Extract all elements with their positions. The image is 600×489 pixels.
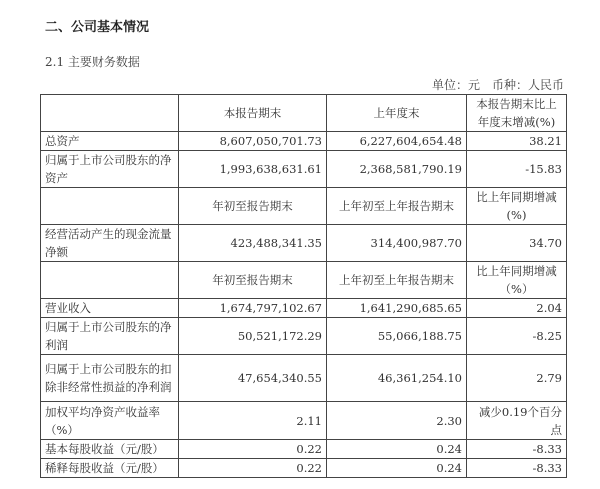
- row-label: 基本每股收益（元/股）: [41, 440, 179, 459]
- subsection-title: 2.1 主要财务数据: [45, 55, 140, 69]
- cell-value: 50,521,172.29: [179, 318, 327, 355]
- table-row: [41, 151, 567, 188]
- table-row: [41, 225, 567, 262]
- cell-value: 55,066,188.75: [327, 318, 467, 355]
- header-cell: 比上年同期增减（%）: [467, 262, 567, 299]
- cell-value: 1,641,290,685.65: [327, 299, 467, 318]
- row-label: 加权平均净资产收益率（%）: [41, 402, 179, 440]
- row-label: 稀释每股收益（元/股）: [41, 459, 179, 478]
- cell-value: 314,400,987.70: [327, 225, 467, 262]
- cell-value: -8.33: [467, 459, 567, 478]
- header-cell: 年初至报告期末: [179, 262, 327, 299]
- cell-value: 0.22: [179, 440, 327, 459]
- header-cell: 本报告期末比上年度末增减(%): [467, 95, 567, 132]
- header-cell: 上年度末: [327, 95, 467, 132]
- cell-value: 1,993,638,631.61: [179, 151, 327, 188]
- header-cell: 本报告期末: [179, 95, 327, 132]
- table-row: [41, 355, 567, 402]
- cell-value: 2,368,581,790.19: [327, 151, 467, 188]
- header-cell: 比上年同期增减(%): [467, 188, 567, 225]
- row-label: 归属于上市公司股东的净资产: [41, 151, 179, 188]
- header-cell: [41, 95, 179, 132]
- cell-value: 34.70: [467, 225, 567, 262]
- cell-value: 6,227,604,654.48: [327, 132, 467, 151]
- row-label: 总资产: [41, 132, 179, 151]
- row-label: 经营活动产生的现金流量净额: [41, 225, 179, 262]
- table-header-row: [41, 95, 567, 132]
- table-header-row: [41, 188, 567, 225]
- table-row: [41, 318, 567, 355]
- cell-value: -8.25: [467, 318, 567, 355]
- financial-data-table: [40, 94, 567, 478]
- cell-value: 减少0.19个百分点: [467, 402, 567, 440]
- row-label: 归属于上市公司股东的扣除非经常性损益的净利润: [41, 355, 179, 402]
- cell-value: 2.30: [327, 402, 467, 440]
- table-row: [41, 299, 567, 318]
- table-row: [41, 402, 567, 440]
- cell-value: 2.04: [467, 299, 567, 318]
- row-label: 营业收入: [41, 299, 179, 318]
- cell-value: 0.24: [327, 440, 467, 459]
- table-row: [41, 132, 567, 151]
- unit-note: 单位：元 币种：人民币: [431, 78, 564, 92]
- cell-value: 0.24: [327, 459, 467, 478]
- cell-value: 1,674,797,102.67: [179, 299, 327, 318]
- table-row: [41, 459, 567, 478]
- header-cell: 上年初至上年报告期末: [327, 262, 467, 299]
- cell-value: 46,361,254.10: [327, 355, 467, 402]
- cell-value: 0.22: [179, 459, 327, 478]
- header-cell: [41, 188, 179, 225]
- cell-value: 38.21: [467, 132, 567, 151]
- table-header-row: [41, 262, 567, 299]
- row-label: 归属于上市公司股东的净利润: [41, 318, 179, 355]
- header-cell: [41, 262, 179, 299]
- header-cell: 上年初至上年报告期末: [327, 188, 467, 225]
- cell-value: 2.79: [467, 355, 567, 402]
- section-title: 二、公司基本情况: [45, 20, 150, 35]
- table-row: [41, 440, 567, 459]
- cell-value: 2.11: [179, 402, 327, 440]
- cell-value: -8.33: [467, 440, 567, 459]
- cell-value: 47,654,340.55: [179, 355, 327, 402]
- cell-value: -15.83: [467, 151, 567, 188]
- header-cell: 年初至报告期末: [179, 188, 327, 225]
- cell-value: 423,488,341.35: [179, 225, 327, 262]
- cell-value: 8,607,050,701.73: [179, 132, 327, 151]
